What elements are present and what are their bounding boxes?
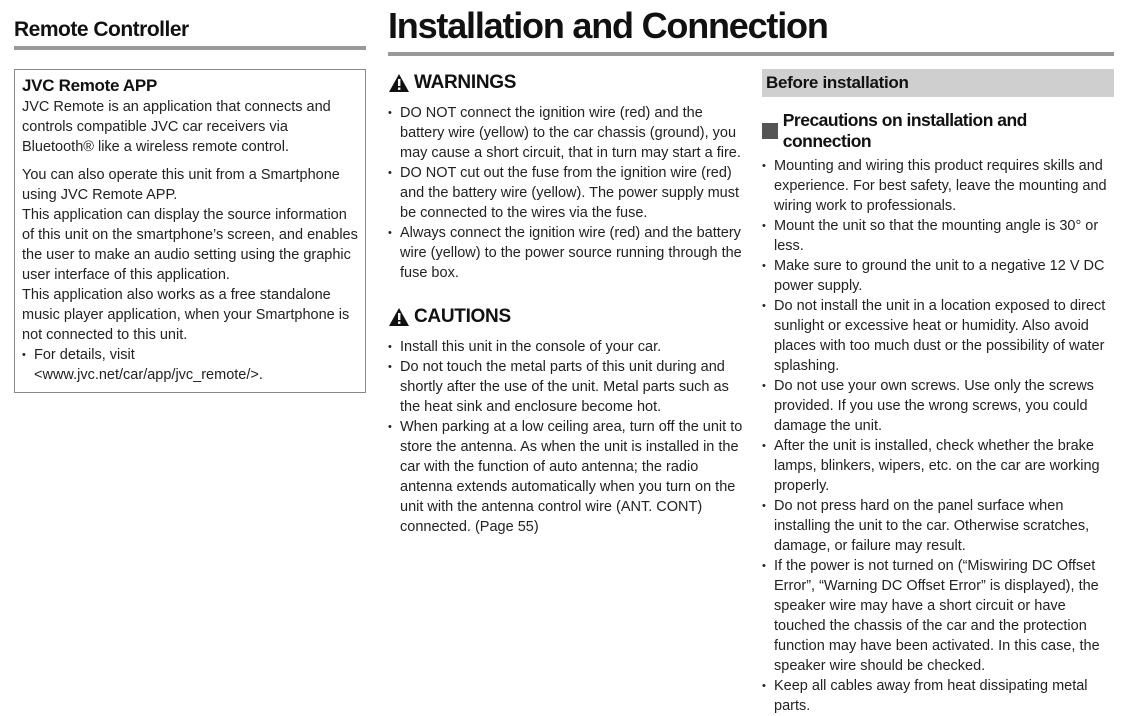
before-installation-heading: Before installation bbox=[762, 69, 1114, 97]
app-box-title: JVC Remote APP bbox=[22, 76, 157, 95]
jvc-remote-app-box bbox=[14, 69, 366, 393]
warning-item: • DO NOT connect the ignition wire (red) and the battery wire (yellow) to the car chassis (ground), you may cause a short circuit, that in turn may start a fire. bbox=[388, 103, 744, 163]
precaution-item: • Mount the unit so that the mounting angle is 30° or less. bbox=[762, 216, 1114, 256]
warning-item: • DO NOT cut out the fuse from the ignition wire (red) and the battery wire (yellow). The power supply must be connected to the wires via the fuse. bbox=[388, 163, 744, 223]
section-title-remote-controller: Remote Controller bbox=[14, 18, 366, 50]
caution-item: • When parking at a low ceiling area, turn off the unit to store the antenna. As when the unit is installed in the car with the function of auto antenna; the radio antenna extends automatically when you turn on the unit with the antenna control wire (ANT. CONT) connected. (Page 55) bbox=[388, 417, 744, 537]
square-bullet-icon bbox=[762, 123, 778, 139]
before-installation-section bbox=[762, 69, 1114, 716]
precautions-heading bbox=[762, 110, 1114, 152]
precaution-item: • Mounting and wiring this product requires skills and experience. For best safety, leave the mounting and wiring work to professionals. bbox=[762, 156, 1114, 216]
cautions-section bbox=[388, 306, 744, 537]
warnings-heading bbox=[388, 72, 744, 94]
caution-item: • Do not touch the metal parts of this unit during and shortly after the use of the unit. Metal parts such as the heat sink and enclosure become hot. bbox=[388, 357, 744, 417]
cautions-heading-text: CAUTIONS bbox=[414, 306, 511, 327]
precaution-item: • Do not press hard on the panel surface when installing the unit to the car. Otherwise scratches, damage, or failure may result. bbox=[762, 496, 1114, 556]
warning-item: • Always connect the ignition wire (red) and the battery wire (yellow) to the power source running through the fuse box. bbox=[388, 223, 744, 283]
caution-triangle-icon bbox=[388, 307, 410, 327]
precaution-item: • Keep all cables away from heat dissipating metal parts. bbox=[762, 676, 1114, 716]
app-paragraph-1: JVC Remote is an application that connects and controls compatible JVC car receivers via Bluetooth® like a wireless remote control. bbox=[22, 99, 331, 155]
page-title: Installation and Connection bbox=[388, 4, 1114, 56]
warning-triangle-icon bbox=[388, 73, 410, 93]
precaution-item: • Do not install the unit in a location exposed to direct sunlight or excessive heat or humidity. Also avoid places with too much dust or the possibility of water splashing. bbox=[762, 296, 1114, 376]
warnings-heading-text: WARNINGS bbox=[414, 72, 517, 93]
cautions-heading bbox=[388, 306, 744, 328]
precaution-item: • Do not use your own screws. Use only the screws provided. If you use the wrong screws, you could damage the unit. bbox=[762, 376, 1114, 436]
precautions-heading-text: Precautions on installation and connection bbox=[782, 110, 1027, 151]
app-details-link[interactable]: • For details, visit <www.jvc.net/car/app/jvc_remote/>. bbox=[22, 345, 358, 385]
app-paragraph-4: This application also works as a free standalone music player application, when your Smartphone is not connected to this unit. bbox=[22, 287, 350, 343]
app-paragraph-2: You can also operate this unit from a Smartphone using JVC Remote APP. bbox=[22, 167, 340, 203]
warnings-section bbox=[388, 72, 744, 283]
app-paragraph-3: This application can display the source information of this unit on the smartphone’s screen, and enables the user to make an audio setting using the graphic user interface of this application. bbox=[22, 207, 358, 283]
precaution-item: • After the unit is installed, check whether the brake lamps, blinkers, wipers, etc. on the car are working properly. bbox=[762, 436, 1114, 496]
precaution-item: • If the power is not turned on (“Miswiring DC Offset Error”, “Warning DC Offset Error” is displayed), the speaker wire may have a short circuit or have touched the chassis of the car and the protection function may have been activated. In this case, the speaker wire should be checked. bbox=[762, 556, 1114, 676]
precaution-item: • Make sure to ground the unit to a negative 12 V DC power supply. bbox=[762, 256, 1114, 296]
caution-item: • Install this unit in the console of your car. bbox=[388, 337, 744, 357]
